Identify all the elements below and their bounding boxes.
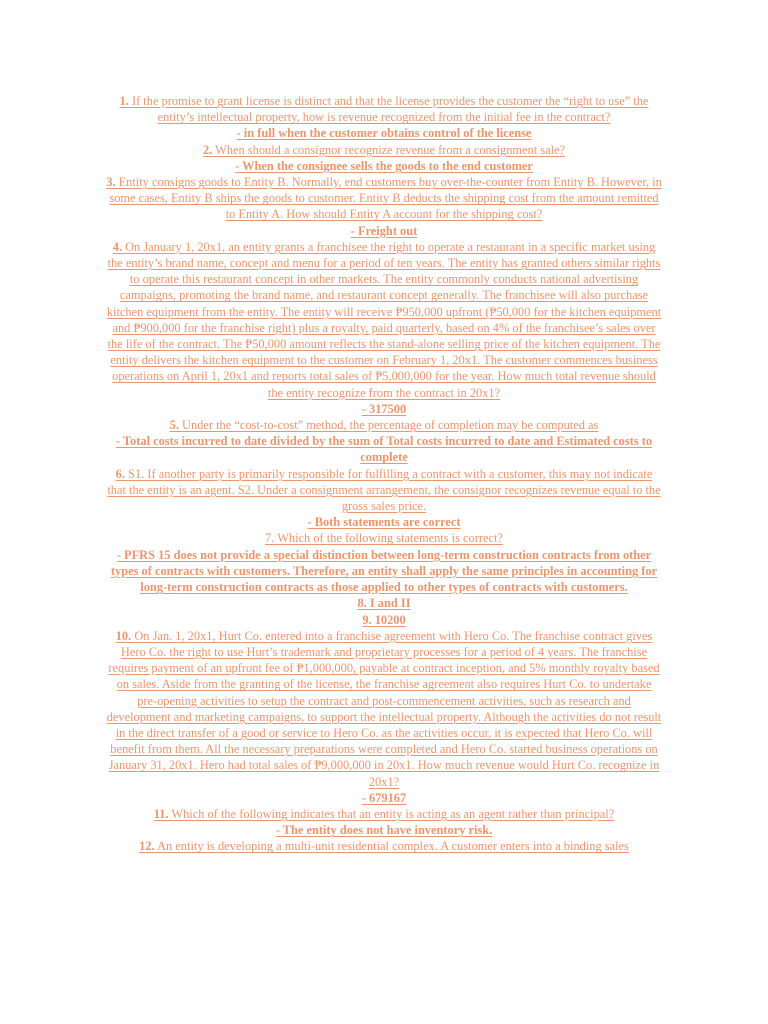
answer-text: - The entity does not have inventory risk. [275, 823, 493, 838]
question-number: 4. [112, 239, 122, 254]
answer-text: - in full when the customer obtains control of the license [236, 126, 532, 141]
question-number: 1. [119, 94, 129, 108]
question-number: 2. [202, 142, 213, 157]
question-text: 5. Under the “cost-to-cost” method, the percentage of completion may be computed as [169, 418, 599, 433]
qa-item-2 [106, 142, 662, 174]
answer-text: - 317500 [361, 401, 407, 416]
question-text: 11. Which of the following indicates that an entity is acting as an agent rather than principal? [153, 806, 615, 821]
qa-item-4 [106, 239, 662, 417]
question-text: 6. S1. If another party is primarily responsible for fulfilling a contract with a customer, this may not indicate that the entity is an agent. S2. Under a consignment arrangement, the consignor recognizes revenue equal to the gross sales price. [107, 466, 661, 514]
question-number: 5. [169, 418, 179, 433]
document-page [106, 93, 662, 855]
answer-text: - PFRS 15 does not provide a special distinction between long-term construction contracts from other types of contracts with customers. Therefore, an entity shall apply the same principles in accounting for long-term construction contracts as those applied to other types of contracts with customers. [110, 547, 658, 595]
qa-item-10 [106, 628, 662, 806]
question-text: 10. On Jan. 1, 20x1, Hurt Co. entered into a franchise agreement with Hero Co. The franchise contract gives Hero Co. the right to use Hurt’s trademark and proprietary processes for a period of 4 years. The franchise requires payment of an upfront fee of ₱1,000,000, payable at contract inception, and 5% monthly royalty based on sales. Aside from the granting of the license, the franchise agreement also requires Hurt Co. to undertake pre-opening activities to setup the contract and post-commencement activities, such as research and development and marketing campaigns, to support the intellectual property. Although the activities do not result in the direct transfer of a good or service to Hero Co. as the activities occur, it is expected that Hero Co. will benefit from them. All the necessary preparations were completed and Hero Co. started business operations on January 31, 20x1. Hero had total sales of ₱9,000,000 in 20x1. How much revenue would Hurt Co. recognize in 20x1? [106, 628, 662, 789]
question-number: 10. [115, 628, 132, 643]
question-text: 4. On January 1, 20x1, an entity grants a franchisee the right to operate a restaurant in a specific market using the entity’s brand name, concept and menu for a period of ten years. The entity has granted others similar rights to operate this restaurant concept in other markets. The entity commonly conducts national advertising campaigns, promoting the brand name, and restaurant concept generally. The franchisee will also purchase kitchen equipment from the entity. The entity will receive ₱950,000 upfront (₱50,000 for the kitchen equipment and ₱900,000 for the franchise right) plus a royalty, paid quarterly, based on 4% of the franchisee’s sales over the life of the contract. The ₱50,000 amount reflects the stand-alone selling price of the kitchen equipment. The entity delivers the kitchen equipment to the customer on February 1, 20x1. The customer commences business operations on April 1, 20x1 and reports total sales of ₱5,000,000 for the year. How much total revenue should the entity recognize from the contract in 20x1? [106, 239, 662, 400]
answer-text: 8. I and II [357, 596, 411, 611]
qa-item-3 [106, 174, 662, 239]
qa-item-7 [106, 530, 662, 595]
answer-text: - Total costs incurred to date divided by the sum of Total costs incurred to date and Estimated costs to complete [115, 434, 653, 465]
qa-item-9 [106, 612, 662, 628]
qa-item-12 [106, 838, 662, 854]
question-number: 6. [115, 466, 125, 481]
answer-text: - 679167 [361, 790, 407, 805]
qa-item-11 [106, 806, 662, 838]
question-number: 3. [106, 175, 116, 190]
question-number: 11. [153, 806, 169, 821]
question-text: 12. An entity is developing a multi-unit residential complex. A customer enters into a binding sales [139, 839, 629, 854]
qa-item-6 [106, 466, 662, 531]
question-text: 3. Entity consigns goods to Entity B. Normally, end customers buy over-the-counter from Entity B. However, in some cases, Entity B ships the goods to customer. Entity B deducts the shipping cost from the amount remitted to Entity A. How should Entity A account for the shipping cost? [106, 175, 662, 222]
answer-text: - Both statements are correct [307, 515, 461, 530]
question-text: 7. Which of the following statements is correct? [265, 531, 503, 546]
answer-text: 9. 10200 [362, 612, 406, 627]
answer-text: - Freight out [350, 223, 418, 238]
answer-text: - When the consignee sells the goods to the end customer [235, 158, 533, 173]
qa-item-1 [106, 93, 662, 142]
question-text: 1. If the promise to grant license is distinct and that the license provides the customer the “right to use” the entity’s intellectual property, how is revenue recognized from the initial fee in the contract? [119, 94, 649, 125]
qa-item-8 [106, 595, 662, 611]
question-text: 2. When should a consignor recognize revenue from a consignment sale? [202, 142, 566, 157]
qa-item-5 [106, 417, 662, 466]
question-number: 12. [139, 839, 155, 854]
